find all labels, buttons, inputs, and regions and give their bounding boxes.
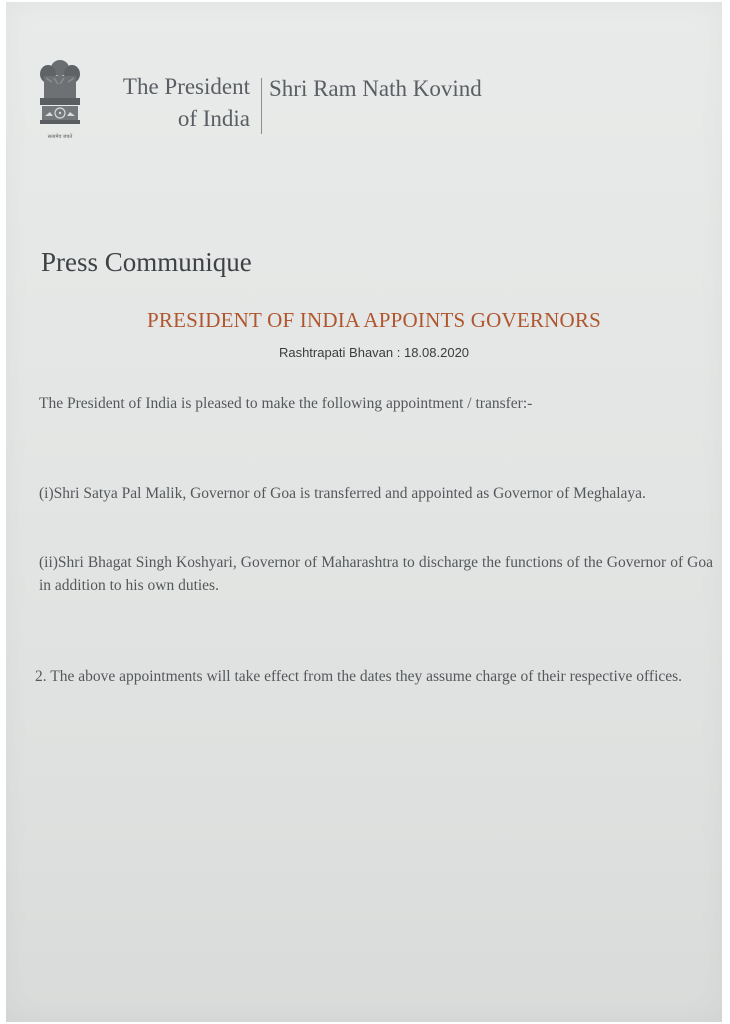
letterhead-title-line1: The President xyxy=(122,74,250,99)
national-emblem-icon xyxy=(34,58,86,146)
letterhead-title-line2: of India xyxy=(177,106,250,131)
item-1-paragraph: (i)Shri Satya Pal Malik, Governor of Goa is transferred and appointed as Governor of Meghalaya. xyxy=(39,485,646,502)
intro-paragraph: The President of India is pleased to make the following appointment / transfer:- xyxy=(39,395,533,412)
dateline: Rashtrapati Bhavan : 18.08.2020 xyxy=(278,345,470,360)
letterhead-title xyxy=(98,71,250,135)
paragraph-2: 2. The above appointments will take effect from the dates they assume charge of their respective offices. xyxy=(35,668,683,685)
item-2-paragraph: (ii)Shri Bhagat Singh Koshyari, Governor of Maharashtra to discharge the functions of the Governor of Goa in addition to his own duties. xyxy=(39,554,713,594)
letterhead-divider xyxy=(261,78,262,134)
emblem-motto: सत्यमेव जयते xyxy=(47,134,73,140)
document-heading: Press Communique xyxy=(41,247,252,277)
letterhead-name: Shri Ram Nath Kovind xyxy=(269,76,482,101)
document-headline: PRESIDENT OF INDIA APPOINTS GOVERNORS xyxy=(147,308,601,332)
document-page xyxy=(6,2,722,1022)
